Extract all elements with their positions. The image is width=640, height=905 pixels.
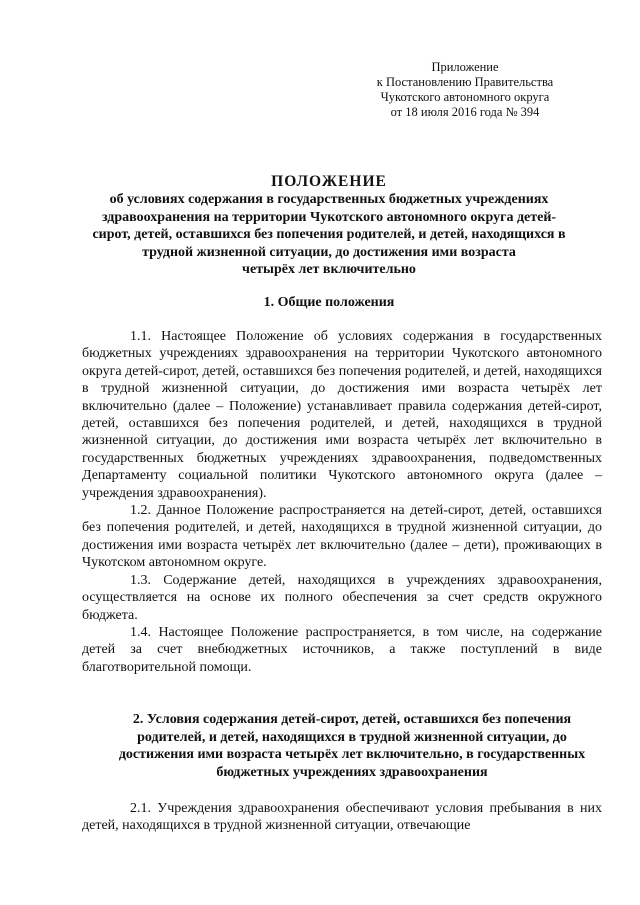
appendix-note: [360, 60, 570, 120]
heading-line: бюджетных учреждениях здравоохранения: [216, 764, 488, 780]
title-line: трудной жизненной ситуации, до достижения ими возраста: [142, 244, 516, 260]
section-1-heading: 1. Общие положения: [263, 295, 395, 310]
paragraph-1-4: 1.4. Настоящее Положение распространяется, в том числе, на содержание детей за счет внебюджетных источников, а также поступлений в виде благотворительной помощи.: [82, 624, 602, 675]
title-main: ПОЛОЖЕНИЕ: [271, 173, 387, 190]
appendix-line: от 18 июля 2016 года № 394: [390, 105, 540, 119]
section-2-body: [82, 800, 602, 835]
title-line: сирот, детей, оставшихся без попечения родителей, и детей, находящихся в: [92, 227, 566, 243]
title-line: здравоохранения на территории Чукотского автономного округа детей-: [101, 209, 557, 225]
section-1-body: [82, 328, 602, 676]
appendix-line: Приложение: [431, 60, 499, 74]
heading-line: родителей, и детей, находящихся в трудной жизненной ситуации, до: [137, 729, 567, 745]
paragraph-1-2: 1.2. Данное Положение распространяется на детей-сирот, детей, оставшихся без попечения родителей, и детей, находящихся в трудной жизненной ситуации, до достижения ими возраста четырёх лет включительно (далее – дети), проживающих в Чукотском автономном округе.: [82, 503, 602, 571]
heading-line: достижения ими возраста четырёх лет включительно, в государственных: [118, 747, 586, 763]
title-subtitle: [82, 191, 576, 279]
heading-line: 2. Условия содержания детей-сирот, детей, оставшихся без попечения: [132, 712, 572, 727]
paragraph-2-1: 2.1. Учреждения здравоохранения обеспечивают условия пребывания в них детей, находящихся в трудной жизненной ситуации, отвечающие: [82, 801, 602, 834]
document-title: [82, 172, 576, 279]
section-2-heading: [82, 711, 622, 781]
title-line: четырёх лет включительно: [242, 262, 416, 278]
paragraph-1-1: 1.1. Настоящее Положение об условиях содержания в государственных бюджетных учреждениях здравоохранения на территории Чукотского автономного округа детей-сирот, детей, оставшихся без попечения родителей, и детей, находящихся в трудной жизненной ситуации, до достижения ими возраста четырёх лет включительно (далее – Положение) устанавливает правила содержания детей-сирот, детей, оставшихся без попечения родителей, и детей, находящихся в трудной жизненной ситуации, до достижения ими возраста четырёх лет включительно в государственных бюджетных учреждениях здравоохранения, подведомственных Департаменту социальной политики Чукотского автономного округа (далее – учреждения здравоохранения).: [82, 329, 602, 501]
paragraph-1-3: 1.3. Содержание детей, находящихся в учреждениях здравоохранения, осуществляется на основе их полного обеспечения за счет средств окружного бюджета.: [82, 572, 602, 623]
appendix-line: к Постановлению Правительства: [376, 75, 554, 89]
appendix-line: Чукотского автономного округа: [380, 90, 550, 104]
title-line: об условиях содержания в государственных бюджетных учреждениях: [109, 192, 549, 207]
